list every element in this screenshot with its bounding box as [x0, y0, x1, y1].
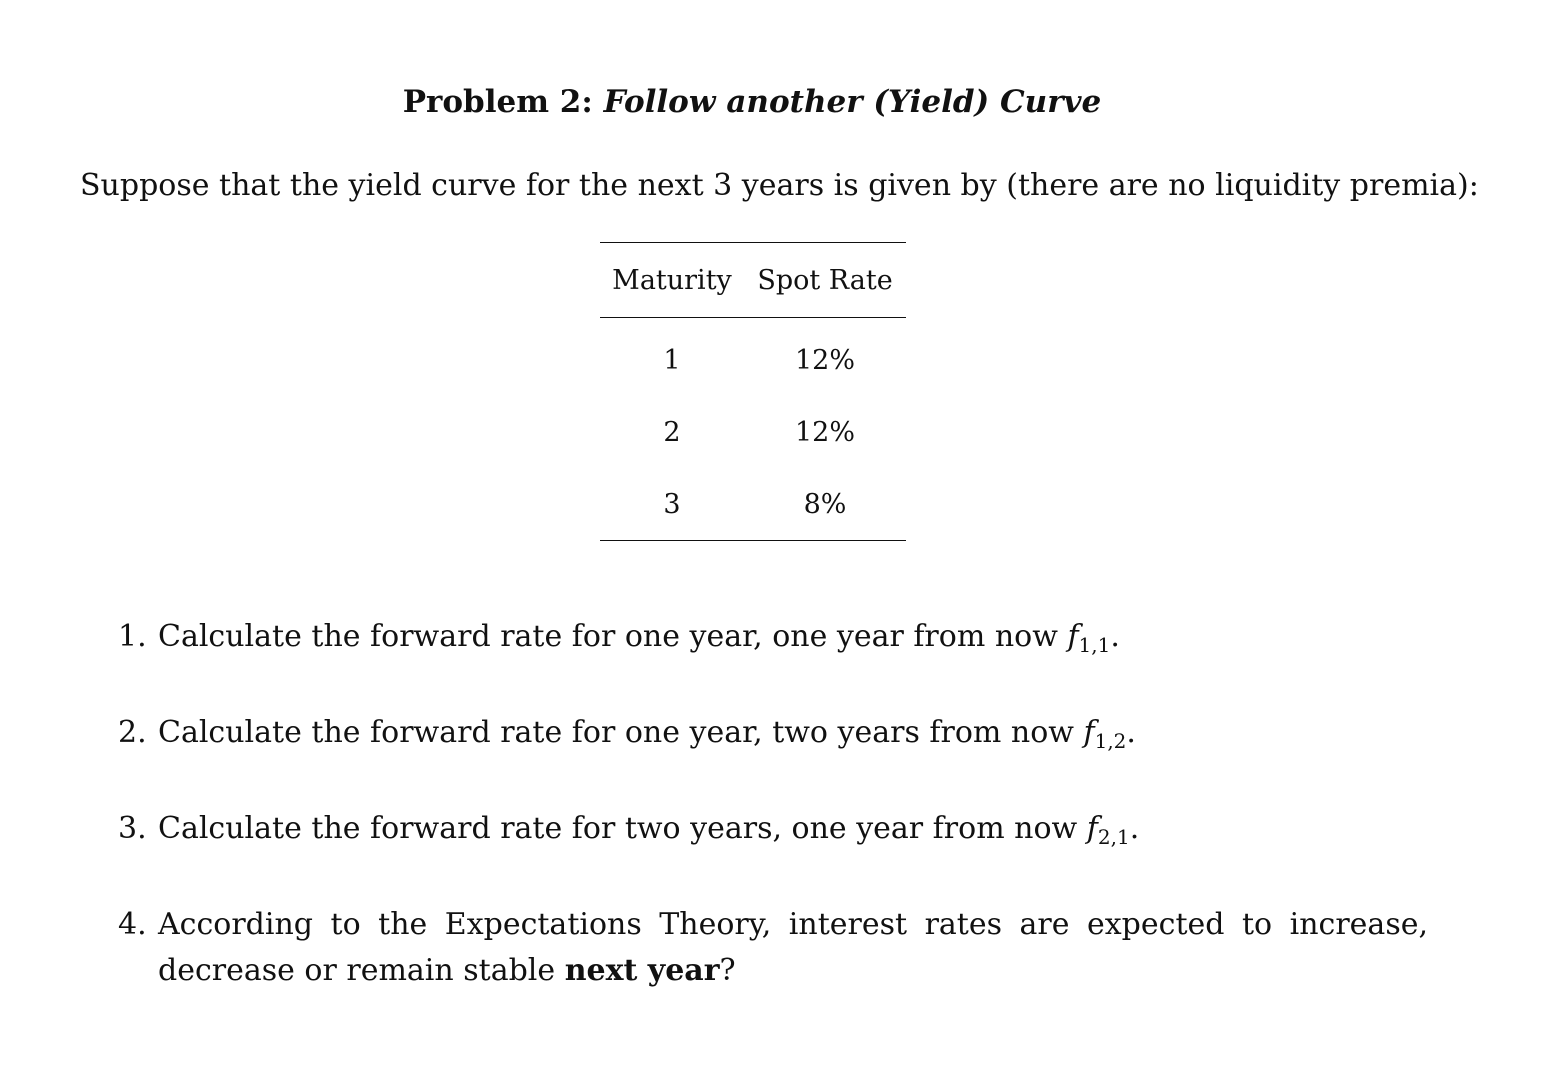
- header-spot-rate: Spot Rate: [744, 243, 906, 318]
- forward-rate-symbol: f: [1067, 619, 1079, 654]
- table-row: [600, 318, 906, 397]
- problem-label: Problem 2:: [402, 84, 593, 120]
- question-number: 2.: [118, 715, 147, 750]
- question-text: Calculate the forward rate for one year, two years from now: [158, 715, 1074, 750]
- page-title: [0, 84, 1504, 120]
- spot-rate-table: [600, 242, 906, 541]
- question-end: .: [1110, 619, 1120, 654]
- question-end: .: [1129, 811, 1140, 846]
- table-row: [600, 396, 906, 468]
- question-item: [118, 710, 1428, 764]
- forward-rate-symbol: f: [1086, 811, 1098, 846]
- maturity-cell: 2: [663, 416, 681, 448]
- question-number: 3.: [118, 811, 147, 846]
- forward-rate-symbol: f: [1083, 715, 1095, 750]
- question-item: [118, 806, 1428, 860]
- question-emphasis: next year: [564, 953, 720, 988]
- question-number: 1.: [118, 619, 147, 654]
- question-body: [158, 902, 1428, 994]
- forward-rate-subscript: 1,1: [1078, 633, 1111, 657]
- table-header-row: [600, 243, 906, 318]
- question-text: Calculate the forward rate for two years, one year from now: [158, 811, 1078, 846]
- spot-rate-cell: 12%: [794, 344, 855, 376]
- forward-rate-subscript: 2,1: [1097, 825, 1130, 849]
- question-end: .: [1126, 715, 1136, 750]
- question-item: [118, 614, 1428, 668]
- yield-curve-table: [600, 242, 906, 541]
- question-end: ?: [719, 953, 736, 988]
- maturity-cell: 3: [663, 488, 681, 520]
- question-number: 4.: [118, 907, 147, 942]
- table-row: [600, 468, 906, 541]
- question-text: Calculate the forward rate for one year, one year from now: [158, 619, 1058, 654]
- spot-rate-cell: 12%: [794, 416, 855, 448]
- forward-rate-subscript: 1,2: [1094, 729, 1127, 753]
- problem-subtitle: Follow another (Yield) Curve: [603, 84, 1102, 120]
- spot-rate-cell: 8%: [803, 488, 847, 520]
- intro-text: Suppose that the yield curve for the next 3 years is given by (there are no liquidity premia):: [80, 168, 1479, 203]
- question-item: [118, 902, 1428, 994]
- maturity-cell: 1: [663, 344, 681, 376]
- header-maturity: Maturity: [600, 243, 744, 318]
- question-list: [118, 614, 1428, 1036]
- question-text: According to the Expectations Theory, interest rates are expected to increase, decrease or remain stable: [158, 907, 1428, 988]
